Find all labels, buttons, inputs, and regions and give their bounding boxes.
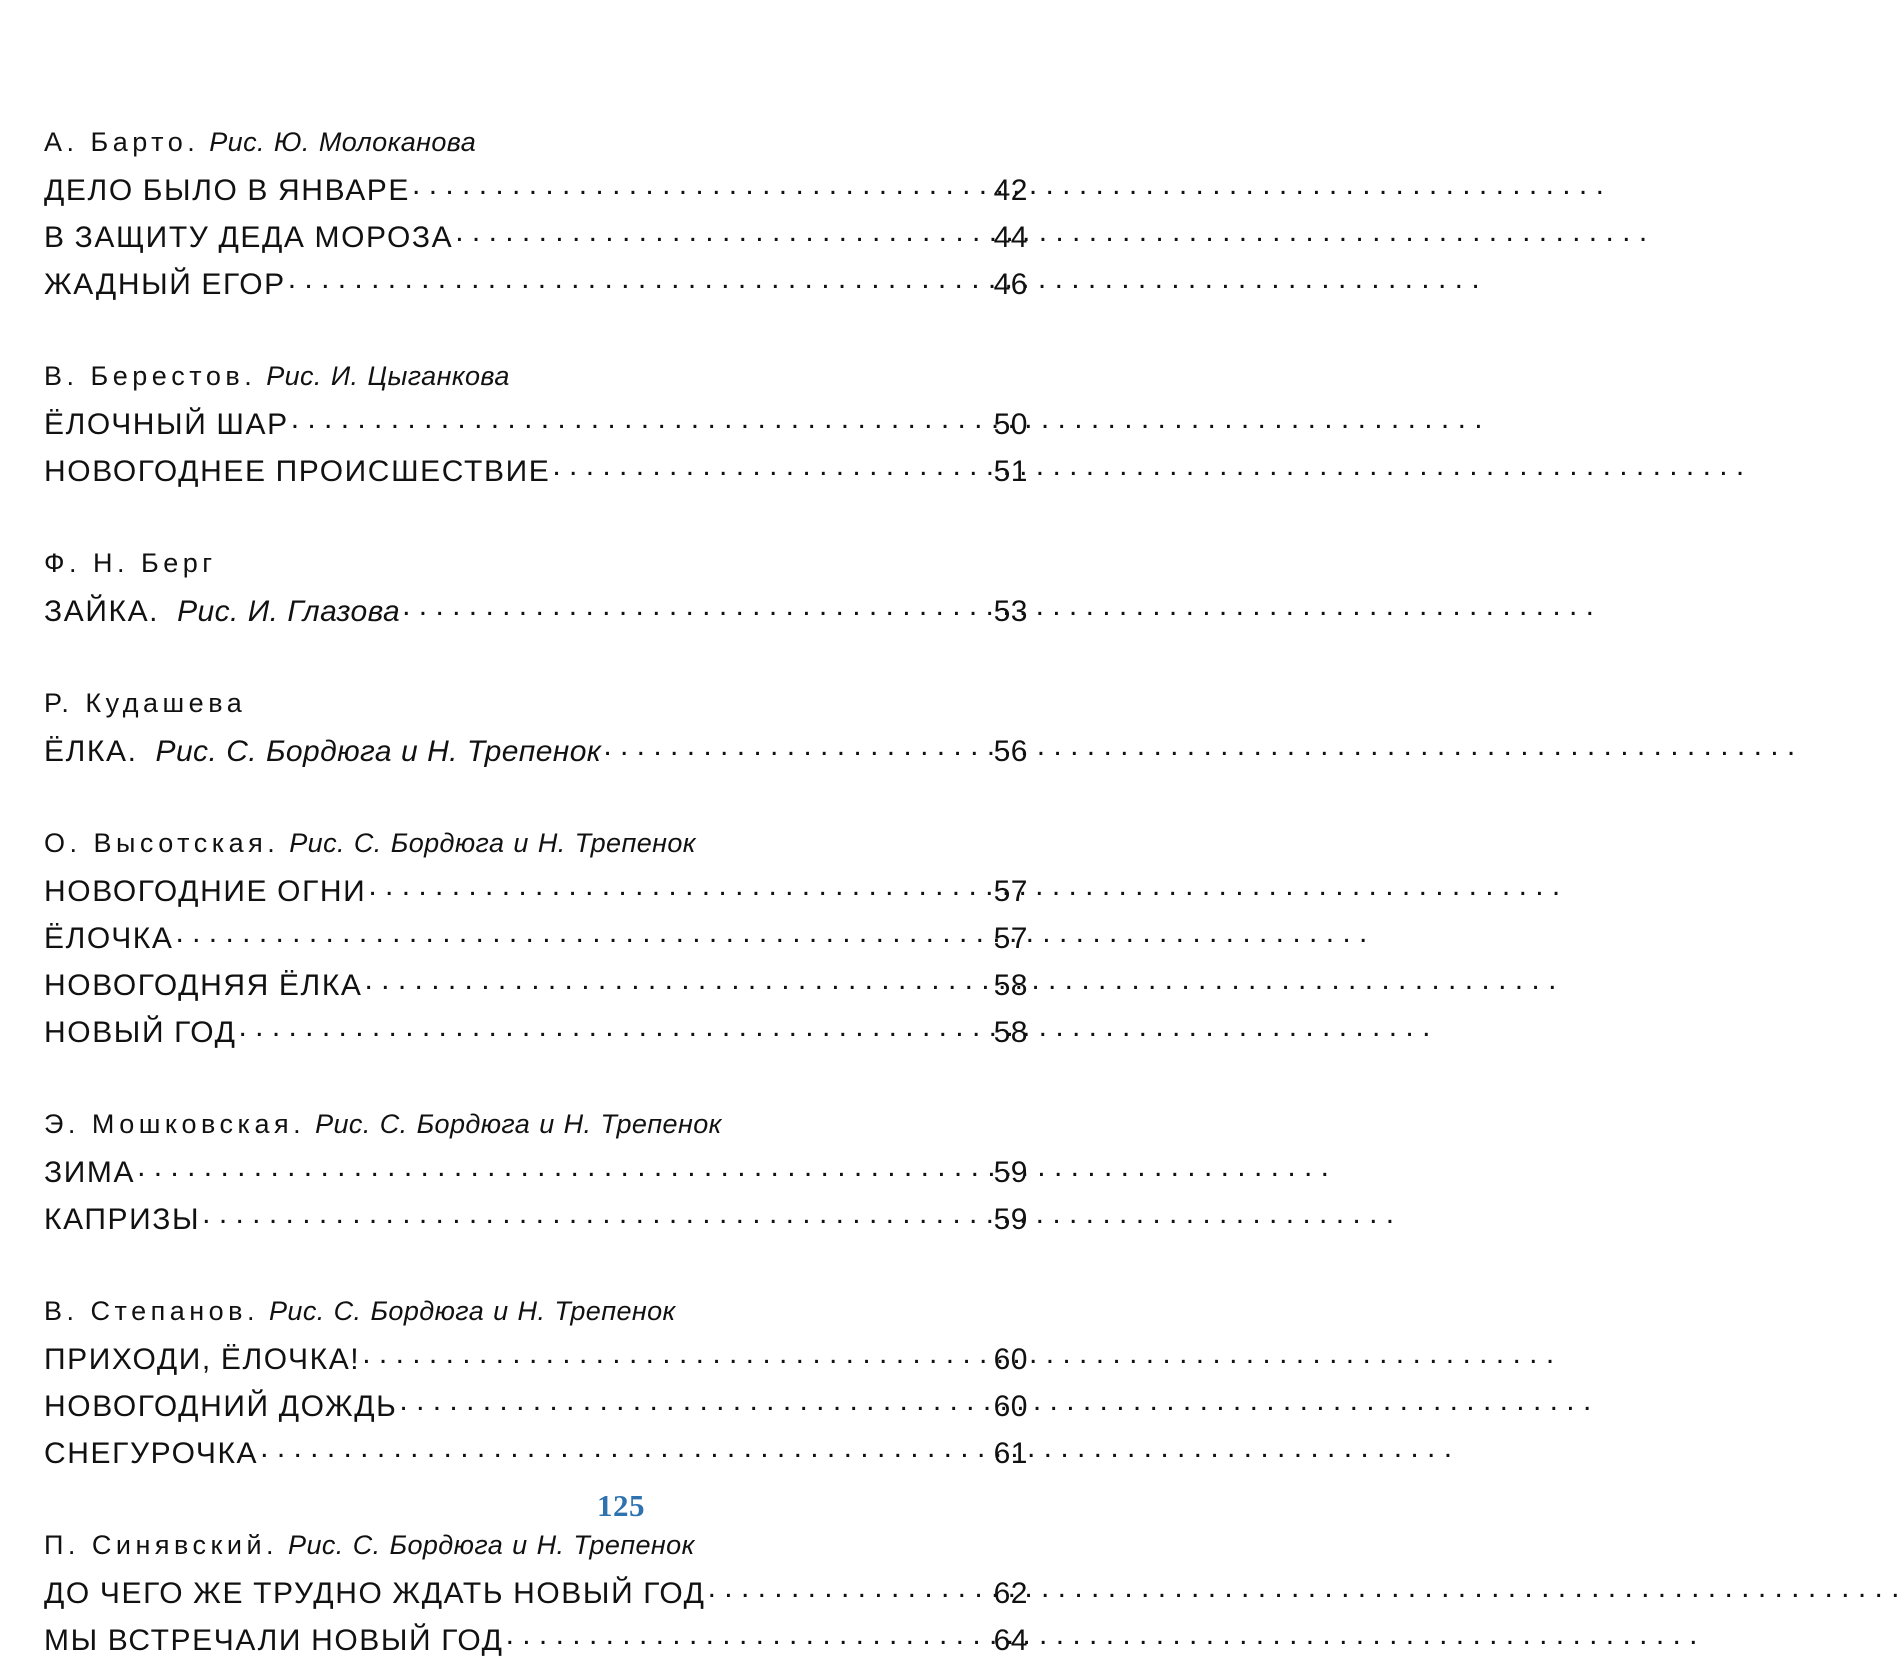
toc-entry-page: 53 [993, 595, 1028, 628]
toc-section [44, 118, 1028, 308]
word: ДЕДА [218, 221, 306, 254]
word: Н. [537, 828, 566, 858]
illustrator-credit [315, 1109, 722, 1139]
toc-entry-title [44, 1430, 258, 1477]
word: НОВОГОДНЯЯ [44, 969, 270, 1002]
dot-leader [603, 731, 974, 761]
word: ДОЖДЬ [278, 1390, 398, 1423]
word: ТРУДНО [253, 1577, 384, 1610]
toc-section-author [44, 1287, 1028, 1336]
author-name: А. Барто. [44, 127, 200, 157]
word: И. [247, 595, 279, 628]
word: Трепенок [600, 1109, 722, 1139]
word: Бордюга [370, 1296, 485, 1326]
word: ЗАЙКА. [44, 595, 160, 628]
word: и [512, 1530, 528, 1560]
toc-entry-page: 60 [993, 1390, 1028, 1423]
toc-section-author [44, 1100, 1028, 1149]
toc-entry[interactable] [44, 1617, 1028, 1664]
toc-entry-title [44, 962, 363, 1009]
word: НОВЫЙ [311, 1624, 433, 1657]
word: ЁЛОЧКА! [220, 1343, 361, 1376]
toc-entry-page: 50 [993, 408, 1028, 441]
word: ЖЕ [193, 1577, 245, 1610]
toc-entry-page: 56 [993, 735, 1028, 768]
word: и [513, 828, 529, 858]
table-of-contents [44, 118, 1028, 1664]
word: ПРИХОДИ, [44, 1343, 212, 1376]
word: ГОД [441, 1624, 504, 1657]
toc-entry-title [44, 915, 173, 962]
toc-entry-page: 51 [993, 455, 1028, 488]
dot-leader [402, 591, 974, 621]
word: и [539, 1109, 555, 1139]
toc-section-author [44, 1521, 1028, 1570]
toc-entry-title [44, 728, 601, 775]
toc-entry[interactable] [44, 1196, 1028, 1243]
toc-entry[interactable] [44, 1430, 1028, 1477]
illustrator-credit [269, 1296, 676, 1326]
word: ЁЛОЧНЫЙ [44, 408, 208, 441]
toc-section-author [44, 352, 1028, 401]
toc-entry[interactable] [44, 728, 1028, 775]
toc-entry-illustrator-credit [177, 595, 400, 628]
toc-section [44, 352, 1028, 495]
word: НОВОГОДНИЙ [44, 1390, 270, 1423]
word: ЁЛОЧКА [44, 922, 174, 955]
word: Рис. [269, 1296, 325, 1326]
toc-entry-page: 62 [993, 1577, 1028, 1610]
toc-entry-page: 44 [993, 221, 1028, 254]
word: С. [352, 1530, 381, 1560]
toc-entry-title [44, 1009, 237, 1056]
word: МОРОЗА [314, 221, 454, 254]
word: Бордюга [416, 1109, 531, 1139]
dot-leader [365, 965, 974, 995]
dot-leader [175, 918, 974, 948]
toc-entry-title [44, 1149, 135, 1196]
word: Рис. [155, 735, 218, 768]
word: ДО [44, 1577, 91, 1610]
word: Рис. [288, 1530, 344, 1560]
dot-leader [552, 451, 974, 481]
toc-entry-page: 58 [993, 1016, 1028, 1049]
word: ЖАДНЫЙ [44, 268, 193, 301]
toc-section [44, 1100, 1028, 1243]
word: Рис. [266, 361, 322, 391]
word: Н. [517, 1296, 546, 1326]
toc-entry-page: 57 [993, 922, 1028, 955]
word: НОВЫЙ [44, 1016, 166, 1049]
word: ЁЛКА [278, 969, 363, 1002]
toc-entry[interactable] [44, 868, 1028, 915]
toc-entry[interactable] [44, 915, 1028, 962]
word: и [400, 735, 419, 768]
toc-section [44, 1521, 1028, 1664]
word: Трепенок [466, 735, 602, 768]
dot-leader [137, 1152, 974, 1182]
toc-entry-page: 59 [993, 1203, 1028, 1236]
word: Н. [536, 1530, 565, 1560]
word: Ю. [273, 127, 310, 157]
word: БЫЛО [142, 174, 239, 207]
toc-entry-title [44, 261, 286, 308]
dot-leader [506, 1620, 974, 1650]
word: ЯНВАРЕ [278, 174, 411, 207]
word: СНЕГУРОЧКА [44, 1437, 259, 1470]
toc-entry[interactable] [44, 1149, 1028, 1196]
word: ДЕЛО [44, 174, 134, 207]
word: ЁЛКА. [44, 735, 138, 768]
word: Н. [427, 735, 458, 768]
word: ГОД [174, 1016, 237, 1049]
toc-entry-title [44, 1617, 504, 1664]
word: ЗАЩИТУ [74, 221, 210, 254]
toc-entry[interactable] [44, 401, 1028, 448]
word: Н. [563, 1109, 592, 1139]
toc-entry-page: 57 [993, 875, 1028, 908]
word: ЕГОР [201, 268, 286, 301]
author-name: Ф. Н. Берг [44, 548, 217, 578]
toc-section-author [44, 118, 1028, 167]
toc-section-author [44, 819, 1028, 868]
toc-entry-title [44, 1336, 360, 1383]
word: Молоканова [318, 127, 477, 157]
word: И. [330, 361, 359, 391]
word: НОВОГОДНЕЕ [44, 455, 267, 488]
dot-leader [399, 1386, 974, 1416]
word: Рис. [315, 1109, 371, 1139]
toc-entry[interactable] [44, 1336, 1028, 1383]
word: и [493, 1296, 509, 1326]
author-name: Э. Мошковская. [44, 1109, 306, 1139]
toc-entry[interactable] [44, 261, 1028, 308]
word: В [247, 174, 270, 207]
word: ЖДАТЬ [392, 1577, 505, 1610]
word: ВСТРЕЧАЛИ [107, 1624, 303, 1657]
toc-section [44, 1287, 1028, 1477]
toc-entry-page: 64 [993, 1624, 1028, 1657]
toc-entry-illustrator-credit [156, 735, 602, 768]
word: ОГНИ [277, 875, 367, 908]
toc-section [44, 819, 1028, 1056]
illustrator-credit [288, 1530, 695, 1560]
word: С. [226, 735, 257, 768]
toc-entry[interactable] [44, 588, 1028, 635]
word: Рис. [177, 595, 239, 628]
toc-entry[interactable] [44, 1570, 1028, 1617]
illustrator-credit [266, 361, 510, 391]
word: Трепенок [554, 1296, 676, 1326]
dot-leader [291, 404, 974, 434]
toc-section [44, 539, 1028, 635]
toc-section-author [44, 539, 1028, 588]
dot-leader [368, 871, 974, 901]
word: Рис. [289, 828, 345, 858]
dot-leader [455, 217, 974, 247]
word: ГОД [643, 1577, 706, 1610]
dot-leader [708, 1573, 974, 1603]
toc-entry-title [44, 214, 453, 261]
illustrator-credit [289, 828, 696, 858]
toc-entry-page: 42 [993, 174, 1028, 207]
dot-leader [412, 170, 974, 200]
word: С. [353, 828, 382, 858]
toc-entry[interactable] [44, 448, 1028, 495]
word: Бордюга [390, 828, 505, 858]
toc-entry-title [44, 167, 410, 214]
word: МЫ [44, 1624, 99, 1657]
toc-entry[interactable] [44, 1009, 1028, 1056]
word: Трепенок [574, 828, 696, 858]
dot-leader [260, 1433, 974, 1463]
word: С. [333, 1296, 362, 1326]
toc-section-author [44, 679, 1028, 728]
word: Глазова [287, 595, 401, 628]
word: В [44, 221, 66, 254]
page-folio: 125 [597, 1488, 645, 1523]
toc-entry[interactable] [44, 214, 1028, 261]
toc-entry-page: 58 [993, 969, 1028, 1002]
toc-entry-title [44, 401, 289, 448]
toc-entry-title [44, 1196, 200, 1243]
author-name: Р. Кудашева [44, 688, 247, 718]
author-name: О. Высотская. [44, 828, 280, 858]
toc-section [44, 679, 1028, 775]
toc-entry-title [44, 448, 550, 495]
toc-entry[interactable] [44, 1383, 1028, 1430]
toc-entry[interactable] [44, 962, 1028, 1009]
word: Трепенок [573, 1530, 695, 1560]
dot-leader [362, 1339, 974, 1369]
toc-entry-page: 60 [993, 1343, 1028, 1376]
word: С. [379, 1109, 408, 1139]
dot-leader [202, 1199, 974, 1229]
author-name: П. Синявский. [44, 1530, 279, 1560]
toc-entry-page: 46 [993, 268, 1028, 301]
toc-entry-title [44, 588, 400, 635]
word: НОВЫЙ [513, 1577, 635, 1610]
toc-entry-page: 61 [993, 1437, 1028, 1470]
word: ЧЕГО [99, 1577, 185, 1610]
author-name: В. Берестов. [44, 361, 257, 391]
word: ПРОИСШЕСТВИЕ [275, 455, 551, 488]
toc-entry-title [44, 868, 366, 915]
toc-entry[interactable] [44, 167, 1028, 214]
word: Рис. [209, 127, 265, 157]
toc-entry-title [44, 1570, 706, 1617]
word: Цыганкова [367, 361, 510, 391]
author-name: В. Степанов. [44, 1296, 259, 1326]
word: Бордюга [389, 1530, 504, 1560]
toc-entry-title [44, 1383, 397, 1430]
dot-leader [239, 1012, 975, 1042]
word: ЗИМА [44, 1156, 136, 1189]
word: НОВОГОДНИЕ [44, 875, 269, 908]
word: КАПРИЗЫ [44, 1203, 201, 1236]
toc-entry-page: 59 [993, 1156, 1028, 1189]
word: ШАР [216, 408, 289, 441]
illustrator-credit [209, 127, 476, 157]
word: Бордюга [266, 735, 392, 768]
dot-leader [288, 264, 974, 294]
